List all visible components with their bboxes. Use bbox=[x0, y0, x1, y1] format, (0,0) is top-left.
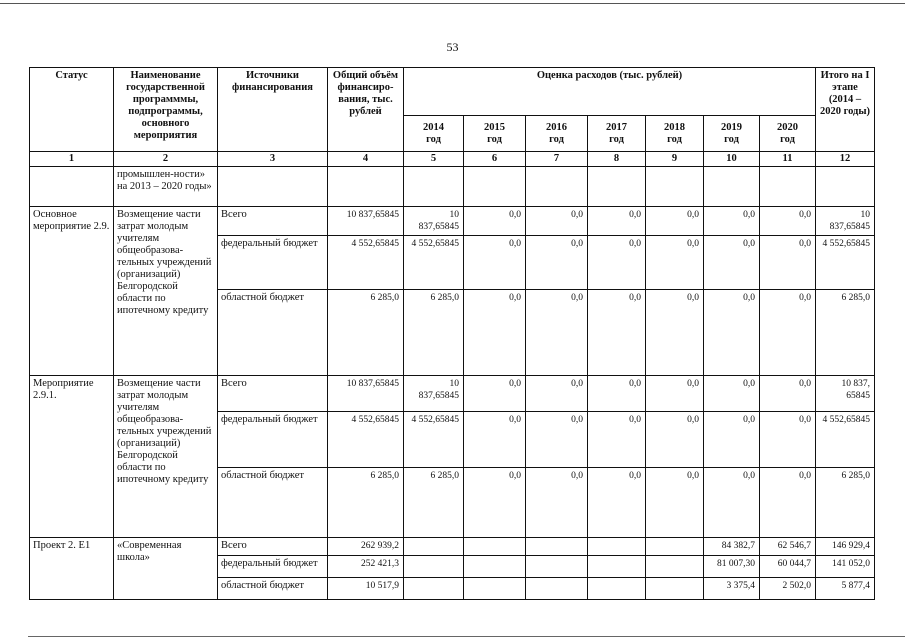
cell-empty bbox=[816, 167, 875, 207]
header-year-unit: год bbox=[609, 133, 624, 145]
header-name: Наименование государственной программмы, подпрограммы, основного мероприятия bbox=[114, 68, 218, 152]
cell-year-value: 0,0 bbox=[464, 376, 526, 412]
cell-year-value: 0,0 bbox=[588, 412, 646, 468]
header-status: Статус bbox=[30, 68, 114, 152]
column-index: 7 bbox=[526, 152, 588, 167]
cell-source: Всего bbox=[218, 376, 328, 412]
header-total: Общий объём финансиро-вания, тыс. рублей bbox=[328, 68, 404, 152]
cell-empty bbox=[218, 167, 328, 207]
cell-year-value: 4 552,65845 bbox=[404, 236, 464, 290]
scan-edge-bottom bbox=[28, 636, 905, 637]
column-index: 3 bbox=[218, 152, 328, 167]
column-index: 8 bbox=[588, 152, 646, 167]
header-stage-total: Итого на I этапе (2014 – 2020 годы) bbox=[816, 68, 875, 152]
cell-year-value bbox=[526, 556, 588, 578]
header-estimate: Оценка расходов (тыс. рублей) bbox=[404, 68, 816, 116]
header-year-2019 bbox=[704, 116, 760, 152]
cell-year-value bbox=[646, 578, 704, 600]
cell-year-value: 3 375,4 bbox=[704, 578, 760, 600]
cell-year-value: 0,0 bbox=[704, 236, 760, 290]
cell-stage-total: 10 837, 65845 bbox=[816, 376, 875, 412]
cell-name: Возмещение части затрат молодым учителям общеобразова-тельных учреждений (организаций) Белгородской области по ипотечному кредиту bbox=[114, 207, 218, 376]
cell-year-value bbox=[404, 578, 464, 600]
cell-empty bbox=[464, 167, 526, 207]
header-year-value: 2016 bbox=[546, 121, 567, 133]
cell-source: федеральный бюджет bbox=[218, 236, 328, 290]
cell-year-value bbox=[646, 556, 704, 578]
table-row bbox=[30, 376, 875, 412]
cell-stage-total: 6 285,0 bbox=[816, 290, 875, 376]
cell-total: 10 837,65845 bbox=[328, 376, 404, 412]
cell-year-value: 0,0 bbox=[646, 236, 704, 290]
cell-year-value: 0,0 bbox=[760, 236, 816, 290]
cell-year-value: 0,0 bbox=[760, 412, 816, 468]
column-index: 12 bbox=[816, 152, 875, 167]
cell-year-value: 0,0 bbox=[760, 290, 816, 376]
cell-year-value: 0,0 bbox=[464, 290, 526, 376]
cell-total: 252 421,3 bbox=[328, 556, 404, 578]
table-row bbox=[30, 207, 875, 236]
cell-source: Всего bbox=[218, 207, 328, 236]
cell-year-value: 6 285,0 bbox=[404, 468, 464, 538]
header-year-value: 2018 bbox=[664, 121, 685, 133]
cell-total: 6 285,0 bbox=[328, 468, 404, 538]
cell-stage-total: 4 552,65845 bbox=[816, 236, 875, 290]
cell-stage-total: 5 877,4 bbox=[816, 578, 875, 600]
header-year-value: 2020 bbox=[777, 121, 798, 133]
cell-status: Основное мероприятие 2.9. bbox=[30, 207, 114, 376]
budget-table bbox=[29, 67, 875, 600]
cell-stage-total: 4 552,65845 bbox=[816, 412, 875, 468]
cell-total: 262 939,2 bbox=[328, 538, 404, 556]
header-year-value: 2017 bbox=[606, 121, 627, 133]
cell-year-value: 0,0 bbox=[704, 207, 760, 236]
cell-year-value: 0,0 bbox=[464, 207, 526, 236]
header-year-value: 2019 bbox=[721, 121, 742, 133]
column-index: 4 bbox=[328, 152, 404, 167]
cell-year-value bbox=[464, 556, 526, 578]
cell-year-value: 0,0 bbox=[588, 290, 646, 376]
cell-source: Всего bbox=[218, 538, 328, 556]
cell-year-value bbox=[588, 556, 646, 578]
cell-empty bbox=[760, 167, 816, 207]
header-year-unit: год bbox=[487, 133, 502, 145]
header-year-2015 bbox=[464, 116, 526, 152]
cell-year-value bbox=[404, 556, 464, 578]
page-number: 53 bbox=[446, 40, 459, 54]
cell-stage-total: 6 285,0 bbox=[816, 468, 875, 538]
table-row-continuation bbox=[30, 167, 875, 207]
cell-empty bbox=[328, 167, 404, 207]
header-year-2014 bbox=[404, 116, 464, 152]
header-year-2018 bbox=[646, 116, 704, 152]
cell-stage-total: 10 837,65845 bbox=[816, 207, 875, 236]
cell-year-value bbox=[526, 538, 588, 556]
cell-empty bbox=[404, 167, 464, 207]
cell-year-value: 0,0 bbox=[646, 207, 704, 236]
cell-stage-total: 146 929,4 bbox=[816, 538, 875, 556]
cell-source: федеральный бюджет bbox=[218, 556, 328, 578]
header-year-2016 bbox=[526, 116, 588, 152]
cell-year-value: 0,0 bbox=[760, 376, 816, 412]
header-year-unit: год bbox=[780, 133, 795, 145]
header-sources: Источники финансирования bbox=[218, 68, 328, 152]
cell-year-value: 0,0 bbox=[588, 236, 646, 290]
cell-year-value: 0,0 bbox=[704, 290, 760, 376]
cell-year-value: 6 285,0 bbox=[404, 290, 464, 376]
cell-year-value bbox=[464, 578, 526, 600]
cell-year-value: 84 382,7 bbox=[704, 538, 760, 556]
column-index: 1 bbox=[30, 152, 114, 167]
cell-year-value: 0,0 bbox=[464, 236, 526, 290]
cell-name: Возмещение части затрат молодым учителям общеобразова-тельных учреждений (организаций) Белгородской области по ипотечному кредиту bbox=[114, 376, 218, 538]
cell-source: областной бюджет bbox=[218, 468, 328, 538]
header-year-unit: год bbox=[667, 133, 682, 145]
column-index: 10 bbox=[704, 152, 760, 167]
cell-empty bbox=[704, 167, 760, 207]
cell-source: федеральный бюджет bbox=[218, 412, 328, 468]
cell-year-value: 0,0 bbox=[760, 468, 816, 538]
cell-empty bbox=[526, 167, 588, 207]
cell-name: «Современная школа» bbox=[114, 538, 218, 600]
header-year-unit: год bbox=[549, 133, 564, 145]
cell-year-value: 0,0 bbox=[760, 207, 816, 236]
cell-empty bbox=[588, 167, 646, 207]
cell-stage-total: 141 052,0 bbox=[816, 556, 875, 578]
cell-year-value: 2 502,0 bbox=[760, 578, 816, 600]
column-index: 9 bbox=[646, 152, 704, 167]
budget-table-container bbox=[29, 67, 874, 600]
cell-year-value bbox=[526, 578, 588, 600]
cell-year-value: 0,0 bbox=[526, 376, 588, 412]
cell-empty bbox=[646, 167, 704, 207]
cell-year-value: 0,0 bbox=[526, 412, 588, 468]
cell-status: Проект 2. Е1 bbox=[30, 538, 114, 600]
cell-year-value: 0,0 bbox=[646, 376, 704, 412]
header-year-2020 bbox=[760, 116, 816, 152]
cell-year-value bbox=[588, 538, 646, 556]
cell-year-value: 0,0 bbox=[526, 468, 588, 538]
cell-source: областной бюджет bbox=[218, 578, 328, 600]
cell-year-value: 0,0 bbox=[704, 376, 760, 412]
cell-year-value bbox=[404, 538, 464, 556]
column-index: 5 bbox=[404, 152, 464, 167]
cell-status bbox=[30, 167, 114, 207]
column-index: 6 bbox=[464, 152, 526, 167]
header-year-unit: год bbox=[724, 133, 739, 145]
cell-source: областной бюджет bbox=[218, 290, 328, 376]
cell-year-value: 0,0 bbox=[646, 468, 704, 538]
header-year-value: 2014 bbox=[423, 121, 444, 133]
cell-year-value: 0,0 bbox=[526, 236, 588, 290]
cell-year-value: 62 546,7 bbox=[760, 538, 816, 556]
cell-year-value bbox=[588, 578, 646, 600]
cell-year-value: 0,0 bbox=[464, 468, 526, 538]
cell-year-value: 4 552,65845 bbox=[404, 412, 464, 468]
cell-year-value: 0,0 bbox=[646, 412, 704, 468]
cell-year-value: 60 044,7 bbox=[760, 556, 816, 578]
header-year-value: 2015 bbox=[484, 121, 505, 133]
header-year-unit: год bbox=[426, 133, 441, 145]
cell-year-value: 10 837,65845 bbox=[404, 376, 464, 412]
column-index: 11 bbox=[760, 152, 816, 167]
cell-year-value: 0,0 bbox=[588, 376, 646, 412]
cell-total: 10 837,65845 bbox=[328, 207, 404, 236]
cell-year-value: 0,0 bbox=[526, 290, 588, 376]
cell-year-value: 0,0 bbox=[464, 412, 526, 468]
cell-year-value: 0,0 bbox=[588, 207, 646, 236]
cell-year-value bbox=[646, 538, 704, 556]
cell-year-value: 0,0 bbox=[704, 412, 760, 468]
cell-year-value: 0,0 bbox=[526, 207, 588, 236]
cell-name: промышлен-ности» на 2013 – 2020 годы» bbox=[114, 167, 218, 207]
cell-year-value bbox=[464, 538, 526, 556]
cell-year-value: 0,0 bbox=[704, 468, 760, 538]
header-year-2017 bbox=[588, 116, 646, 152]
cell-status: Мероприятие 2.9.1. bbox=[30, 376, 114, 538]
table-row bbox=[30, 538, 875, 556]
cell-year-value: 0,0 bbox=[646, 290, 704, 376]
cell-total: 4 552,65845 bbox=[328, 236, 404, 290]
cell-total: 6 285,0 bbox=[328, 290, 404, 376]
cell-year-value: 10 837,65845 bbox=[404, 207, 464, 236]
cell-year-value: 81 007,30 bbox=[704, 556, 760, 578]
scan-edge-top bbox=[0, 3, 905, 4]
cell-year-value: 0,0 bbox=[588, 468, 646, 538]
cell-total: 4 552,65845 bbox=[328, 412, 404, 468]
cell-total: 10 517,9 bbox=[328, 578, 404, 600]
column-index: 2 bbox=[114, 152, 218, 167]
